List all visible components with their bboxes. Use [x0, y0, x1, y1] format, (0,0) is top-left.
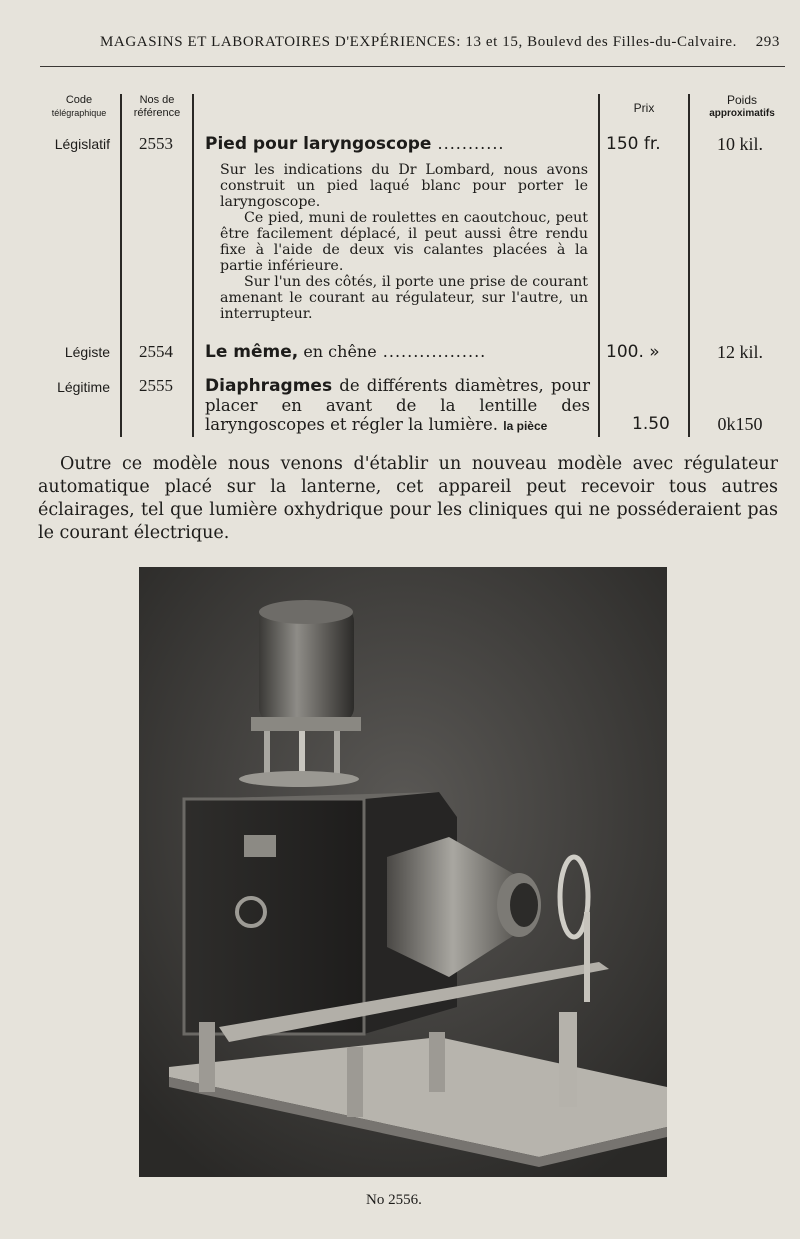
page-number: 293 — [755, 34, 780, 50]
item-title: Diaphragmes — [205, 376, 333, 396]
item-title: Pied pour laryngoscope — [205, 134, 432, 154]
item-description — [220, 162, 588, 322]
column-header-weight: Poids approximatifs — [709, 93, 775, 119]
row-price: 100. » — [606, 342, 660, 362]
row-code: Légitime — [57, 379, 110, 395]
leader-dots: ........... — [431, 134, 505, 153]
row-weight: 0k150 — [717, 414, 763, 434]
row-price: 150 fr. — [606, 134, 661, 154]
item-title: Le même, — [205, 342, 299, 362]
column-divider — [120, 94, 122, 437]
row-weight: 12 kil. — [716, 342, 763, 362]
apparatus-photo — [139, 567, 667, 1177]
column-header-ref: Nos de référence — [133, 94, 181, 119]
item-title-rest: en chêne — [298, 342, 377, 361]
leader-dots: ................. — [376, 342, 487, 361]
row-ref: 2554 — [139, 342, 173, 361]
laryngoscope-lantern-illustration — [139, 567, 667, 1177]
row-ref: 2553 — [139, 134, 173, 153]
column-divider — [598, 94, 600, 437]
row-price: 1.50 — [632, 414, 670, 434]
description-paragraph: Sur l'un des côtés, il porte une prise de courant amenant le courant au régulateur, sur l'autre, un interrupteur. — [220, 274, 588, 322]
item-title-rest: de différents diamètres, pour placer en avant de la lentille des laryngoscopes et régler la lumière. — [205, 376, 590, 434]
description-paragraph: Sur les indications du Dr Lombard, nous avons construit un pied laqué blanc pour porter le laryngoscope. — [220, 162, 588, 210]
row-code: Légiste — [64, 344, 110, 360]
header-title: MAGASINS ET LABORATOIRES D'EXPÉRIENCES: 13 et 15, Boulevd des Filles-du-Calvaire. — [100, 34, 737, 50]
row-ref: 2555 — [139, 376, 173, 395]
description-paragraph: Ce pied, muni de roulettes en caoutchouc, peut être facilement déplacé, il peut aussi être rendu fixe à l'aide de deux vis calantes placées à la partie inférieure. — [220, 210, 588, 274]
column-header-price: Prix — [633, 101, 655, 115]
page-header — [100, 34, 780, 51]
column-divider — [192, 94, 194, 437]
body-paragraph — [38, 453, 778, 545]
figure-caption: No 2556. — [366, 1192, 422, 1208]
row-title — [205, 342, 595, 362]
row-title — [205, 134, 595, 154]
unit-note: la pièce — [503, 419, 548, 433]
row-title — [205, 376, 590, 436]
row-code: Législatif — [54, 136, 110, 152]
row-weight: 10 kil. — [716, 134, 763, 154]
header-rule — [40, 66, 785, 67]
column-header-code: Code télégraphique — [51, 94, 107, 118]
paragraph-text: Outre ce modèle nous venons d'établir un nouveau modèle avec régulateur automatique placé sur la lanterne, cet appareil peut recevoir tous autres éclairages, tel que lumière oxhydrique pour les cliniques qui ne posséderaient pas le courant électrique. — [38, 454, 778, 543]
column-divider — [688, 94, 690, 437]
